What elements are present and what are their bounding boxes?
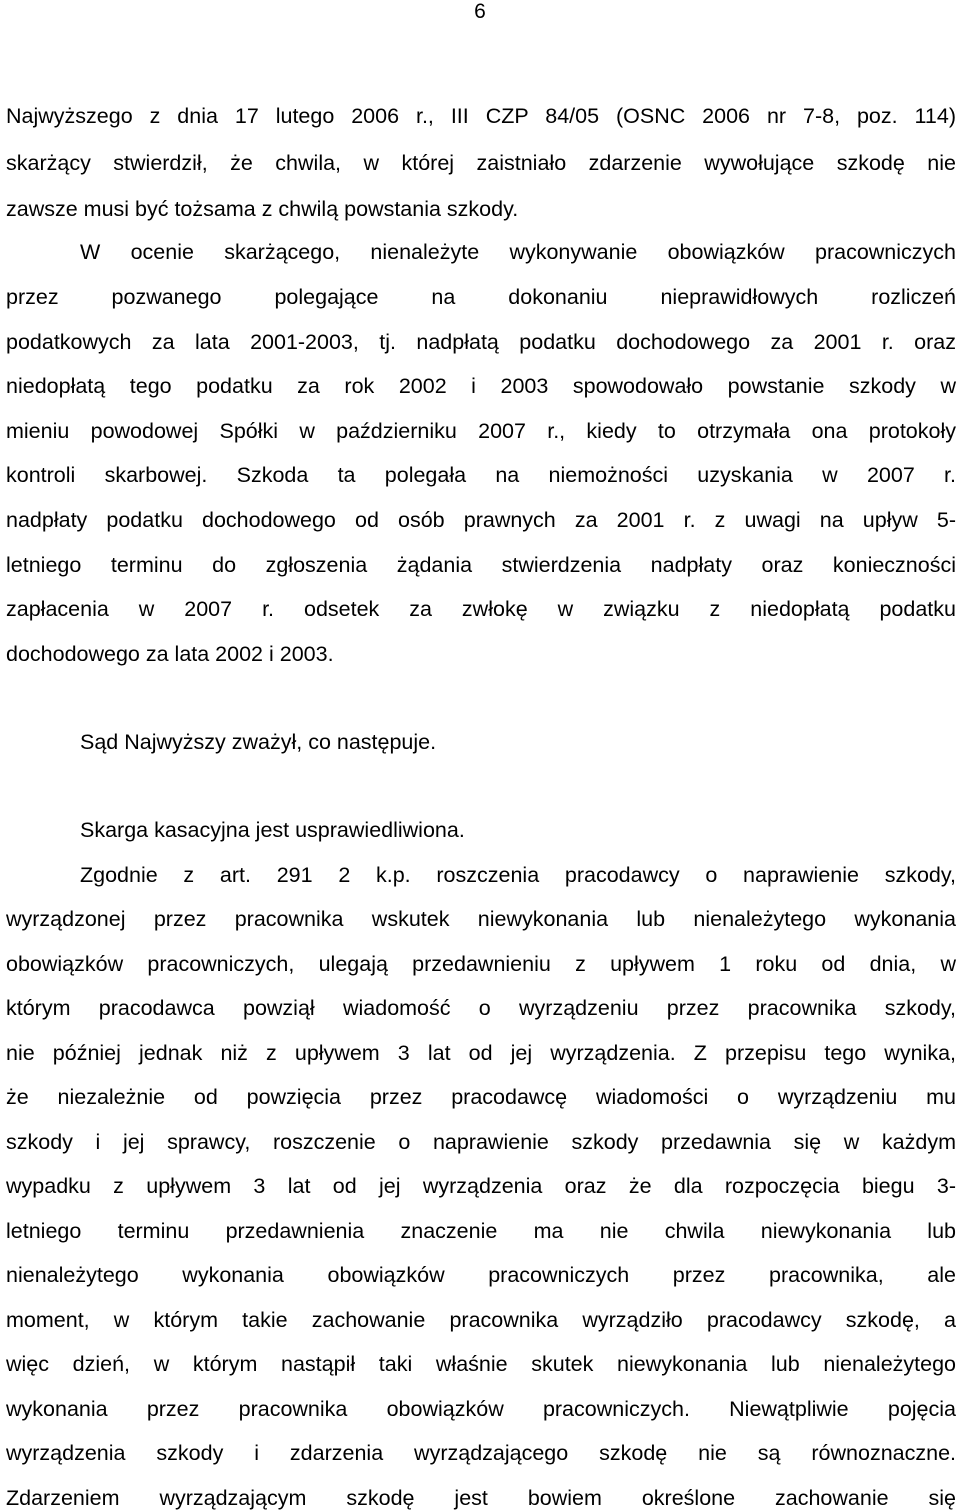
text-line: nadpłaty podatku dochodowego od osób prawnych za 2001 r. z uwagi na upływ 5- bbox=[6, 508, 956, 532]
text-line: którym pracodawca powziął wiadomość o wyrządzeniu przez pracownika szkody, bbox=[6, 996, 956, 1020]
text-line: skarżący stwierdził, że chwila, w której zaistniało zdarzenie wywołujące szkodę nie bbox=[6, 151, 956, 175]
text-line: wykonania przez pracownika obowiązków pracowniczych. Niewątpliwie pojęcia bbox=[6, 1397, 956, 1421]
text-line: Skarga kasacyjna jest usprawiedliwiona. bbox=[80, 818, 465, 842]
text-line: dochodowego za lata 2002 i 2003. bbox=[6, 642, 334, 666]
text-line: szkody i jej sprawcy, roszczenie o naprawienie szkody przedawnia się w każdym bbox=[6, 1130, 956, 1154]
text-line: moment, w którym takie zachowanie pracownika wyrządziło pracodawcy szkodę, a bbox=[6, 1308, 956, 1332]
text-line: obowiązków pracowniczych, ulegają przedawnieniu z upływem 1 roku od dnia, w bbox=[6, 952, 956, 976]
page-number: 6 bbox=[474, 0, 486, 23]
text-line: zapłacenia w 2007 r. odsetek za zwłokę w związku z niedopłatą podatku bbox=[6, 597, 956, 621]
text-line: zawsze musi być tożsama z chwilą powstania szkody. bbox=[6, 197, 519, 221]
text-line: Zdarzeniem wyrządzającym szkodę jest bowiem określone zachowanie się bbox=[6, 1486, 956, 1510]
text-line: nie później jednak niż z upływem 3 lat od jej wyrządzenia. Z przepisu tego wynika, bbox=[6, 1041, 956, 1065]
text-line: letniego terminu przedawnienia znaczenie ma nie chwila niewykonania lub bbox=[6, 1219, 956, 1243]
text-line: nienależytego wykonania obowiązków pracowniczych przez pracownika, ale bbox=[6, 1263, 956, 1287]
text-line: więc dzień, w którym nastąpił taki właśnie skutek niewykonania lub nienależytego bbox=[6, 1352, 956, 1376]
text-line: wypadku z upływem 3 lat od jej wyrządzenia oraz że dla rozpoczęcia biegu 3- bbox=[6, 1174, 956, 1198]
text-line: Najwyższego z dnia 17 lutego 2006 r., III CZP 84/05 (OSNC 2006 nr 7-8, poz. 114) bbox=[6, 104, 956, 128]
text-line: podatkowych za lata 2001-2003, tj. nadpłatą podatku dochodowego za 2001 r. oraz bbox=[6, 330, 956, 354]
text-line: letniego terminu do zgłoszenia żądania stwierdzenia nadpłaty oraz konieczności bbox=[6, 553, 956, 577]
text-line: wyrządzonej przez pracownika wskutek niewykonania lub nienależytego wykonania bbox=[6, 907, 956, 931]
text-line: niedopłatą tego podatku za rok 2002 i 2003 spowodowało powstanie szkody w bbox=[6, 374, 956, 398]
text-line: przez pozwanego polegające na dokonaniu nieprawidłowych rozliczeń bbox=[6, 285, 956, 309]
text-line: wyrządzenia szkody i zdarzenia wyrządzającego szkodę nie są równoznaczne. bbox=[6, 1441, 956, 1465]
section-heading: Sąd Najwyższy zważył, co następuje. bbox=[80, 730, 437, 754]
text-line: kontroli skarbowej. Szkoda ta polegała na niemożności uzyskania w 2007 r. bbox=[6, 463, 956, 487]
text-line: W ocenie skarżącego, nienależyte wykonywanie obowiązków pracowniczych bbox=[80, 240, 956, 264]
text-line: mieniu powodowej Spółki w październiku 2007 r., kiedy to otrzymała ona protokoły bbox=[6, 419, 956, 443]
text-line: że niezależnie od powzięcia przez pracodawcę wiadomości o wyrządzeniu mu bbox=[6, 1085, 956, 1109]
text-line: Zgodnie z art. 291 2 k.p. roszczenia pracodawcy o naprawienie szkody, bbox=[80, 863, 956, 887]
